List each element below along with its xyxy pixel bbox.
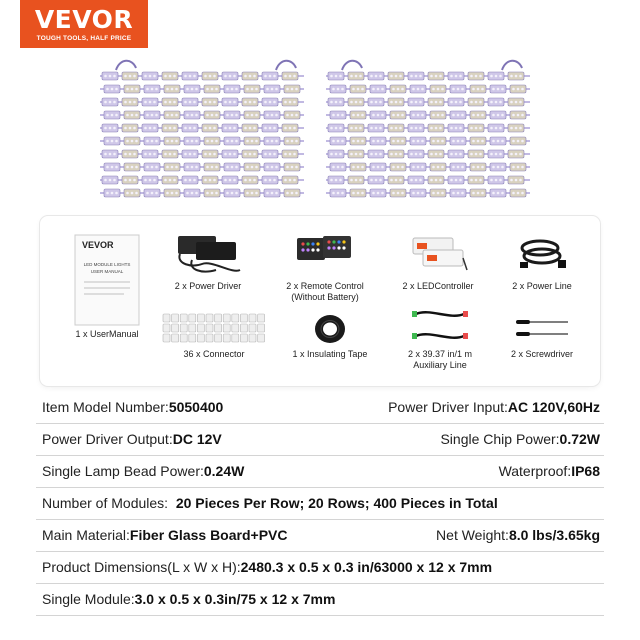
spec-driver-output: Power Driver Output:DC 12V <box>42 431 222 447</box>
spec-weight: Net Weight:8.0 lbs/3.65kg <box>436 527 600 543</box>
spec-chip-power: Single Chip Power:0.72W <box>440 431 600 447</box>
spec-row <box>36 488 604 520</box>
spec-row <box>36 392 604 424</box>
package-item-label: 2 x Power Driver <box>174 281 242 291</box>
spec-row <box>36 520 604 552</box>
logo-tagline: TOUGH TOOLS, HALF PRICE <box>36 35 132 42</box>
spec-driver-input: Power Driver Input:AC 120V,60Hz <box>388 399 600 415</box>
package-item-label: 1 x UserManual <box>75 329 139 339</box>
package-item-label-note: Auxiliary Line <box>413 360 467 370</box>
spec-row <box>36 456 604 488</box>
package-item-label: 2 x Remote Control <box>286 281 364 291</box>
logo-brand: VEVOR <box>34 5 134 34</box>
package-item-insulating-tape <box>272 312 388 360</box>
package-item-label-note: (Without Battery) <box>291 292 359 302</box>
package-item-label: 1 x Insulating Tape <box>292 349 368 359</box>
package-item-label: 2 x 39.37 in/1 m <box>407 349 473 359</box>
package-item-aux-line <box>386 306 494 371</box>
spec-model: Item Model Number:5050400 <box>42 399 224 415</box>
connector-icon <box>161 312 267 346</box>
package-item-label: 2 x Power Line <box>512 281 572 291</box>
manual-icon <box>74 234 140 326</box>
led-module-bank-left <box>96 58 308 206</box>
package-item-connector <box>156 312 272 360</box>
svg-text:USER MANUAL: USER MANUAL <box>90 269 124 274</box>
led-modules-image <box>322 58 534 206</box>
package-item-label: 2 x LEDController <box>402 281 474 291</box>
spec-row <box>36 552 604 584</box>
package-item-label: 36 x Connector <box>183 349 245 359</box>
vevor-logo <box>20 0 148 48</box>
led-modules-image <box>96 58 308 206</box>
tape-icon <box>310 312 350 346</box>
spec-modules: Number of Modules: 20 Pieces Per Row; 20 Rows; 400 Pieces in Total <box>42 495 498 511</box>
remote-icon <box>295 234 355 278</box>
spec-waterproof: Waterproof:IP68 <box>498 463 600 479</box>
spec-single-module: Single Module:3.0 x 0.5 x 0.3in/75 x 12 x 7mm <box>42 591 336 607</box>
package-contents-panel <box>40 216 600 386</box>
package-item-label: 2 x Screwdriver <box>510 349 573 359</box>
spec-row <box>36 584 604 616</box>
controller-icon <box>407 234 469 278</box>
spec-bead-power: Single Lamp Bead Power:0.24W <box>42 463 245 479</box>
svg-text:VEVOR: VEVOR <box>82 240 114 250</box>
svg-text:LED MODULE LIGHTS: LED MODULE LIGHTS <box>83 262 131 267</box>
spec-row <box>36 424 604 456</box>
spec-dimensions: Product Dimensions(L x W x H):2480.3 x 0.5 x 0.3 in/63000 x 12 x 7mm <box>42 559 493 575</box>
power-driver-icon <box>172 234 244 278</box>
package-item-led-controller <box>390 234 486 292</box>
package-item-power-driver <box>160 234 256 292</box>
package-item-manual <box>62 234 152 340</box>
power-line-icon <box>512 234 572 278</box>
led-module-bank-right <box>322 58 534 206</box>
package-item-screwdriver <box>496 312 588 360</box>
package-item-remote <box>270 234 380 303</box>
screwdriver-icon <box>512 312 572 346</box>
aux-line-icon <box>410 306 470 346</box>
spec-material: Main Material:Fiber Glass Board+PVC <box>42 527 288 543</box>
package-item-power-line <box>496 234 588 292</box>
